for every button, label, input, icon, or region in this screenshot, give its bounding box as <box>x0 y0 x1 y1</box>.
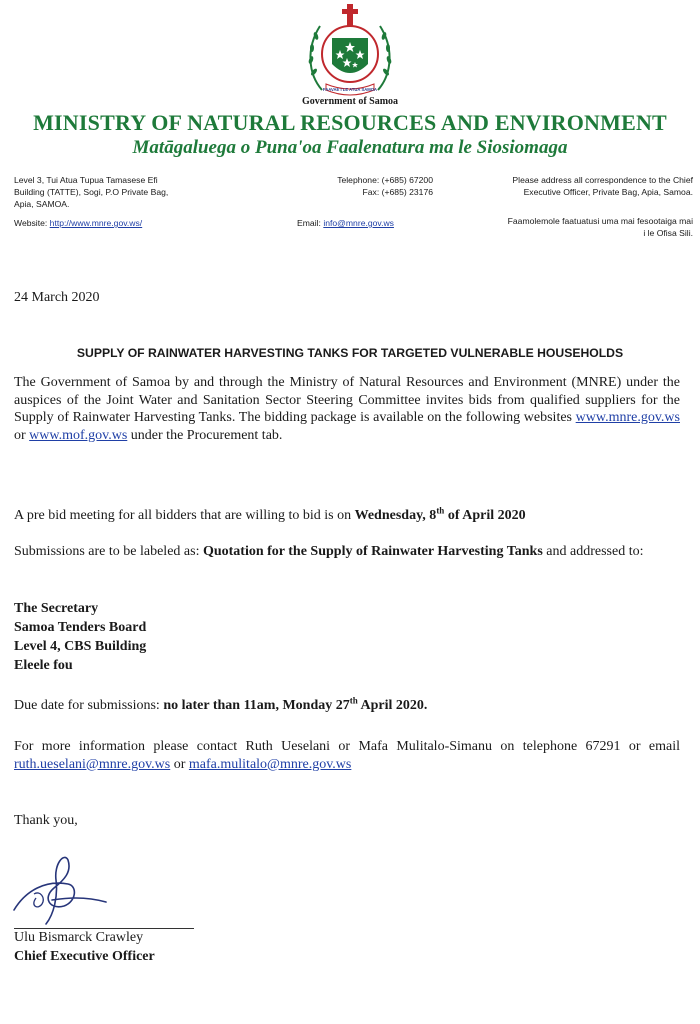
correspondence-line: Please address all correspondence to the Chief <box>512 175 693 185</box>
email-line <box>258 217 433 229</box>
paragraph-text: or <box>173 756 186 772</box>
paragraph-contact <box>14 738 680 773</box>
correspondence-english <box>460 174 693 198</box>
signature-icon <box>6 850 116 930</box>
correspondence-line: Faamolemole faatuatusi uma mai fesootaiga mai <box>507 216 693 226</box>
contact-email-link[interactable]: mafa.mulitalo@mnre.gov.ws <box>188 756 352 772</box>
signer-block <box>14 928 155 966</box>
paragraph-invitation <box>14 374 680 444</box>
due-date <box>163 695 428 713</box>
due-date-sup: th <box>349 695 358 706</box>
contact-email-link[interactable]: ruth.ueselani@mnre.gov.ws <box>14 756 171 772</box>
paragraph-text: The Government of Samoa by and through the Ministry of Natural Resources and Environment (MNRE) under the auspices of the Joint Water and Sanitation Sector Steering Committee invites bids from qualified suppliers for the Supply of Rainwater Harvesting Tanks. The bidding package is available on the following websites <box>14 375 680 425</box>
website-link[interactable]: http://www.mnre.gov.ws/ <box>49 218 143 228</box>
paragraph-submission-label <box>14 543 680 561</box>
address-block <box>14 174 229 210</box>
website-line <box>14 217 244 229</box>
prebid-date-part: Wednesday, 8 <box>354 508 437 523</box>
tender-address <box>14 599 146 675</box>
paragraph-text: Submissions are to be labeled as: <box>14 544 200 559</box>
correspondence-line: i le Ofisa Sili. <box>643 228 693 238</box>
ministry-name-english: MINISTRY OF NATURAL RESOURCES AND ENVIRONMENT <box>33 110 667 135</box>
correspondence-line: Executive Officer, Private Bag, Apia, Samoa. <box>523 187 693 197</box>
paragraph-text: For more information please contact Ruth Ueselani or Mafa Mulitalo-Simanu on telephone 67291 or email <box>14 739 680 754</box>
due-date-part: no later than 11am, Monday 27 <box>163 698 350 713</box>
government-caption: Government of Samoa <box>301 96 399 107</box>
paragraph-text: or <box>14 427 26 443</box>
tender-address-line: The Secretary <box>14 601 99 616</box>
signer-title: Chief Executive Officer <box>14 949 155 964</box>
paragraph-prebid <box>14 507 680 525</box>
email-label: Email: <box>297 218 321 228</box>
address-line: Level 3, Tui Atua Tupua Tamasese Efi <box>14 175 158 185</box>
address-line: Building (TATTE), Sogi, P.O Private Bag, <box>14 187 169 197</box>
paragraph-text: and addressed to: <box>546 544 644 559</box>
paragraph-due-date <box>14 697 680 715</box>
correspondence-samoan <box>460 215 693 239</box>
tender-address-line: Level 4, CBS Building <box>14 639 147 654</box>
letter-subject: SUPPLY OF RAINWATER HARVESTING TANKS FOR TARGETED VULNERABLE HOUSEHOLDS <box>76 346 624 360</box>
closing-text: Thank you, <box>14 813 78 828</box>
submission-label: Quotation for the Supply of Rainwater Harvesting Tanks <box>202 544 543 559</box>
tender-address-line: Eleele fou <box>14 658 73 673</box>
telephone-text: Telephone: (+685) 67200 <box>337 175 433 185</box>
address-line: Apia, SAMOA. <box>14 199 70 209</box>
paragraph-text: under the Procurement tab. <box>130 427 283 443</box>
samoa-coat-of-arms-icon <box>302 2 398 104</box>
phone-fax-block <box>258 174 433 198</box>
mnre-website-link[interactable]: www.mnre.gov.ws <box>575 410 680 425</box>
paragraph-text: Due date for submissions: <box>14 698 160 713</box>
prebid-date-part: of April 2020 <box>447 508 526 523</box>
crest-motto-text: FAAVAE I LE ATUA SAMOA <box>322 87 378 92</box>
prebid-date <box>354 505 526 523</box>
signer-name: Ulu Bismarck Crawley <box>14 930 144 945</box>
fax-text: Fax: (+685) 23176 <box>362 187 433 197</box>
due-date-part: April 2020. <box>360 698 428 713</box>
website-label: Website: <box>14 218 48 228</box>
email-link[interactable]: info@mnre.gov.ws <box>323 218 394 228</box>
letter-date: 24 March 2020 <box>14 290 100 305</box>
paragraph-text: A pre bid meeting for all bidders that are willing to bid is on <box>14 508 352 523</box>
ministry-name-samoan: Matāgaluega o Puna'oa Faalenatura ma le Siosiomaga <box>132 137 568 158</box>
prebid-date-sup: th <box>436 505 445 516</box>
tender-address-line: Samoa Tenders Board <box>14 620 147 635</box>
mof-website-link[interactable]: www.mof.gov.ws <box>29 427 128 443</box>
